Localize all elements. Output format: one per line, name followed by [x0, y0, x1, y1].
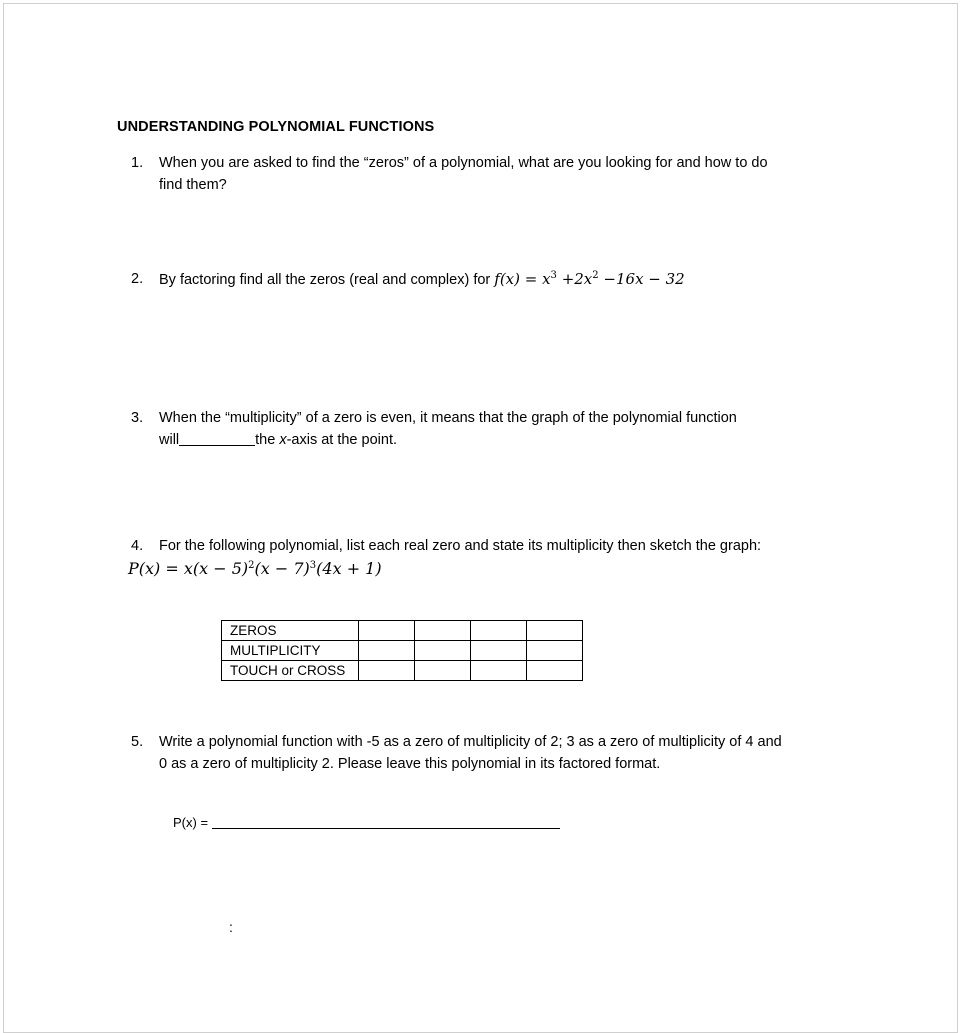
- table-row: [222, 621, 583, 641]
- q3-axis: -axis at the point.: [286, 432, 397, 448]
- question-5-line-1: Write a polynomial function with -5 as a zero of multiplicity of 2; 3 as a zero of multiplicity of 4 and: [159, 734, 782, 750]
- table-cell[interactable]: [527, 621, 583, 641]
- table-cell[interactable]: [415, 661, 471, 681]
- question-4-polynomial: [128, 559, 382, 578]
- table-cell[interactable]: [527, 641, 583, 661]
- table-cell[interactable]: [359, 641, 415, 661]
- question-2-equation: [494, 270, 684, 288]
- question-3-number: 3.: [131, 410, 144, 426]
- question-4-text: For the following polynomial, list each real zero and state its multiplicity then sketch the graph:: [159, 538, 762, 554]
- eq-fx: f(x) = x: [494, 270, 551, 288]
- question-5-line-2: 0 as a zero of multiplicity 2. Please leave this polynomial in its factored format.: [159, 756, 661, 772]
- poly-power-3: 3: [309, 560, 317, 571]
- poly-part-c: (4x + 1): [316, 559, 382, 578]
- question-1-line-1: When you are asked to find the “zeros” of a polynomial, what are you looking for and how to do: [159, 155, 768, 171]
- q3-will: will: [159, 432, 180, 448]
- poly-power-2: 2: [248, 560, 255, 571]
- table-cell[interactable]: [471, 641, 527, 661]
- question-3-text: [159, 407, 737, 451]
- table-cell[interactable]: [527, 661, 583, 681]
- q3-x: x: [279, 432, 287, 448]
- answer-blank[interactable]: [212, 816, 560, 829]
- poly-part-b: (x − 7): [254, 559, 310, 578]
- question-3-line-1: When the “multiplicity” of a zero is even, it means that the graph of the polynomial function: [159, 410, 737, 426]
- answer-label: P(x) =: [173, 815, 212, 830]
- question-5-number: 5.: [131, 734, 144, 750]
- question-2-prompt: By factoring find all the zeros (real and complex) for: [159, 272, 495, 288]
- row-label-multiplicity: MULTIPLICITY: [222, 641, 359, 661]
- question-1-number: 1.: [131, 155, 144, 171]
- question-4-number: 4.: [131, 538, 144, 554]
- stray-colon: :: [229, 919, 233, 935]
- poly-part-a: P(x) = x(x − 5): [128, 559, 249, 578]
- table-cell[interactable]: [359, 621, 415, 641]
- question-2-text: [159, 268, 685, 291]
- eq-power-2: 2: [592, 270, 599, 281]
- question-1-text: [159, 152, 768, 196]
- table-row: [222, 641, 583, 661]
- row-label-touch-cross: TOUCH or CROSS: [222, 661, 359, 681]
- answer-row: [173, 815, 560, 830]
- table-cell[interactable]: [359, 661, 415, 681]
- table-cell[interactable]: [415, 641, 471, 661]
- q3-the: the: [255, 432, 280, 448]
- zeros-table: [221, 620, 583, 681]
- eq-power-3: 3: [550, 270, 557, 281]
- question-3-blank[interactable]: [179, 431, 255, 446]
- question-3-line-2: [159, 429, 737, 451]
- question-1-line-2: find them?: [159, 177, 227, 193]
- question-2-number: 2.: [131, 271, 144, 287]
- table-cell[interactable]: [471, 661, 527, 681]
- row-label-zeros: ZEROS: [222, 621, 359, 641]
- table-cell[interactable]: [415, 621, 471, 641]
- eq-mid: +2x: [556, 270, 593, 288]
- table-cell[interactable]: [471, 621, 527, 641]
- page-title: UNDERSTANDING POLYNOMIAL FUNCTIONS: [117, 119, 435, 135]
- table-row: [222, 661, 583, 681]
- question-5-text: [159, 731, 782, 775]
- eq-tail: −16x − 32: [598, 270, 685, 288]
